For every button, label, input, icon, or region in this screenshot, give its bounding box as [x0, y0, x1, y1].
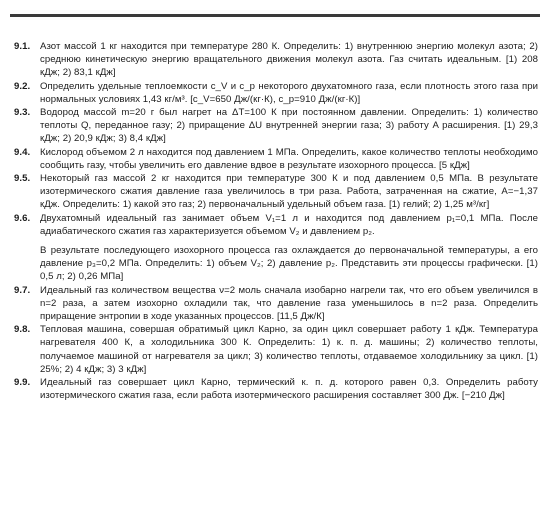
problem-body — [40, 376, 538, 402]
problem-9-9 — [14, 376, 538, 402]
problem-9-8 — [14, 323, 538, 376]
problem-body — [40, 106, 538, 146]
problem-text: Двухатомный идеальный газ занимает объем V₁=1 л и находится под давлением p₁=0,1 МПа. После адиабатического сжатия газ характеризуется объемом V₂ и давлением p₂. — [40, 212, 538, 237]
problem-9-7 — [14, 284, 538, 324]
problem-answer: [c_V=650 Дж/(кг·К), c_p=910 Дж/(кг·К)] — [190, 93, 361, 105]
problem-number: 9.2. — [14, 80, 31, 92]
problem-body — [40, 212, 538, 284]
problem-text: Тепловая машина, совершая обратимый цикл Карно, за один цикл совершает работу 1 кДж. Температура нагревателя 400 К, а холодильника 300 К. Определить: 1) к. п. д. машины; 2) количество теплоты, получаемое машиной от нагревателя за цикл; 3) количество теплоты, отдаваемое холодильнику за цикл. — [40, 324, 538, 362]
problem-text: Идеальный газ совершает цикл Карно, термический к. п. д. которого равен 0,3. Определить работу изотермического сжатия газа, если работа изотермического расширения составляет 300 Дж. — [40, 377, 538, 402]
problem-body — [40, 284, 538, 324]
problem-9-5 — [14, 172, 538, 212]
problem-text: Некоторый газ массой 2 кг находится при температуре 300 К и под давлением 0,5 МПа. В результате изотермического сжатия давление газа увеличилось в три раза. Работа, затраченная на сжатие, A=−1,37 кДж. Определить: 1) какой это газ; 2) первоначальный удельный объем газа. — [40, 173, 538, 211]
problem-answer: [1) 0,5 л; 2) 0,26 МПа] — [40, 258, 538, 283]
problem-text: Определить удельные теплоемкости c_V и c_p некоторого двухатомного газа, если плотность этого газа при нормальных условиях 1,43 кг/м³. — [40, 80, 538, 105]
problem-body — [40, 80, 538, 106]
problem-answer: [1) 208 кДж; 2) 83,1 кДж] — [40, 54, 538, 79]
problem-text-continued: В результате последующего изохорного процесса газ охлаждается до первоначальной температуры, а его давление p₃=0,2 МПа. Определить: 1) объем V₂; 2) давление p₂. Представить эти процессы графически. — [40, 245, 538, 270]
problem-text: Идеальный газ количеством вещества ν=2 моль сначала изобарно нагрели так, что его объем увеличился в n=2 раза, а затем изохорно охладили так, что давление газа уменьшилось в n=2 раза. Определить приращение энтропии в ходе указанных процессов. — [40, 284, 538, 323]
problem-text: Азот массой 1 кг находится при температуре 280 К. Определить: 1) внутреннюю энергию молекул азота; 2) среднюю кинетическую энергию вращательного движения молекул азота. Газ считать идеальным. — [40, 41, 538, 66]
problem-answer: [−210 Дж] — [461, 390, 505, 402]
problem-answer: [1) 29,3 кДж; 2) 20,9 кДж; 3) 8,4 кДж] — [40, 120, 538, 145]
problem-number: 9.1. — [14, 41, 31, 52]
problem-9-1 — [14, 40, 538, 80]
problem-9-6 — [14, 212, 538, 284]
problem-number: 9.5. — [14, 173, 31, 185]
problem-answer: [5 кДж] — [439, 159, 470, 171]
problem-number: 9.6. — [14, 212, 31, 224]
problem-number: 9.7. — [14, 284, 31, 296]
problem-9-2 — [14, 80, 538, 106]
problem-body — [40, 146, 538, 172]
problem-number: 9.3. — [14, 107, 31, 119]
problem-body — [40, 172, 538, 212]
top-rule — [10, 14, 540, 17]
problem-body — [40, 40, 538, 80]
problem-answer: [1) 25%; 2) 4 кДж; 3) 3 кДж] — [40, 350, 539, 375]
problem-number: 9.4. — [14, 146, 31, 158]
problem-text: Водород массой m=20 г был нагрет на ΔT=100 К при постоянном давлении. Определить: 1) количество теплоты Q, переданное газу; 2) приращение ΔU внутренней энергии газа; 3) работу A расширения. — [40, 107, 538, 132]
problem-number: 9.8. — [14, 324, 31, 336]
problem-9-4 — [14, 146, 538, 172]
problem-answer: [1) гелий; 2) 1,25 м³/кг] — [388, 199, 490, 211]
problem-list — [14, 40, 538, 402]
problem-text: Кислород объемом 2 л находится под давлением 1 МПа. Определить, какое количество теплоты необходимо сообщить газу, чтобы увеличить его давление вдвое в результате изохорного процесса. — [40, 146, 538, 171]
problem-body — [40, 323, 538, 376]
problem-number: 9.9. — [14, 377, 31, 389]
problem-answer: [11,5 Дж/К] — [276, 311, 325, 323]
problem-9-3 — [14, 106, 538, 146]
